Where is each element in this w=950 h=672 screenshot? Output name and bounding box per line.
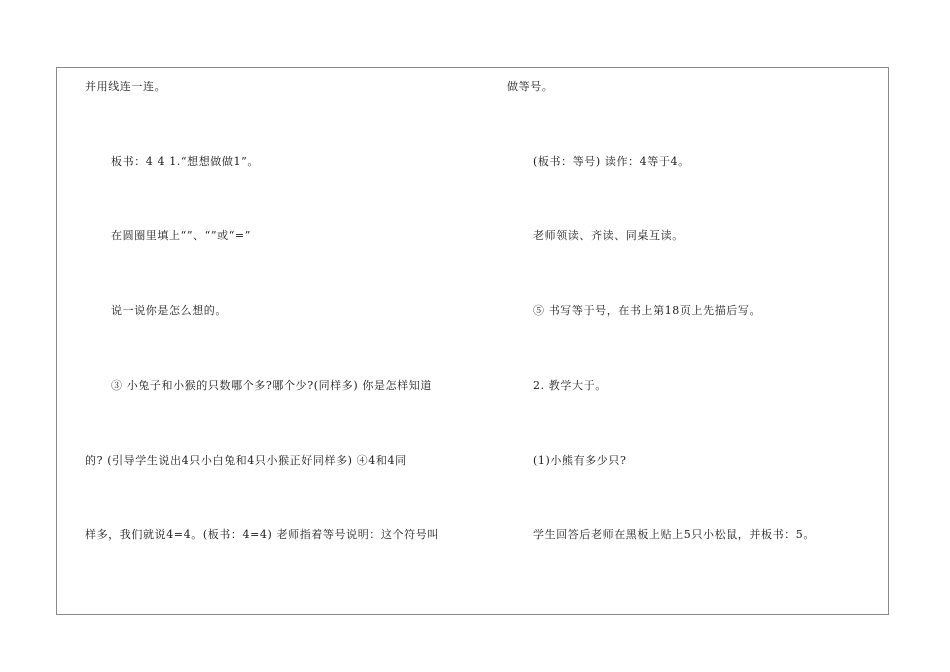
- right-line-5: 2. 教学大于。: [533, 379, 607, 392]
- right-line-4: ⑤ 书写等于号，在书上第18页上先描后写。: [533, 304, 762, 317]
- left-line-5: ③ 小兔子和小猴的只数哪个多?哪个少?(同样多) 你是怎样知道: [111, 379, 432, 392]
- left-line-1: 并用线连一连。: [85, 80, 167, 93]
- right-line-1: 做等号。: [507, 80, 554, 93]
- right-line-3: 老师领读、齐读、同桌互读。: [533, 229, 684, 242]
- left-line-4: 说一说你是怎么想的。: [111, 304, 227, 317]
- left-line-7: 样多，我们就说4=4。(板书：4=4) 老师指着等号说明：这个符号叫: [85, 528, 439, 541]
- left-line-6: 的? (引导学生说出4只小白兔和4只小猴正好同样多) ④4和4同: [85, 454, 407, 467]
- left-line-3: 在圆圈里填上“”、“”或“=”: [111, 229, 251, 242]
- right-line-6: (1)小熊有多少只?: [533, 454, 627, 467]
- left-line-2: 板书：4 4 1.“想想做做1”。: [111, 155, 259, 168]
- right-line-2: (板书：等号) 读作：4等于4。: [533, 155, 690, 168]
- right-line-7: 学生回答后老师在黑板上贴上5只小松鼠，并板书：5。: [533, 528, 815, 541]
